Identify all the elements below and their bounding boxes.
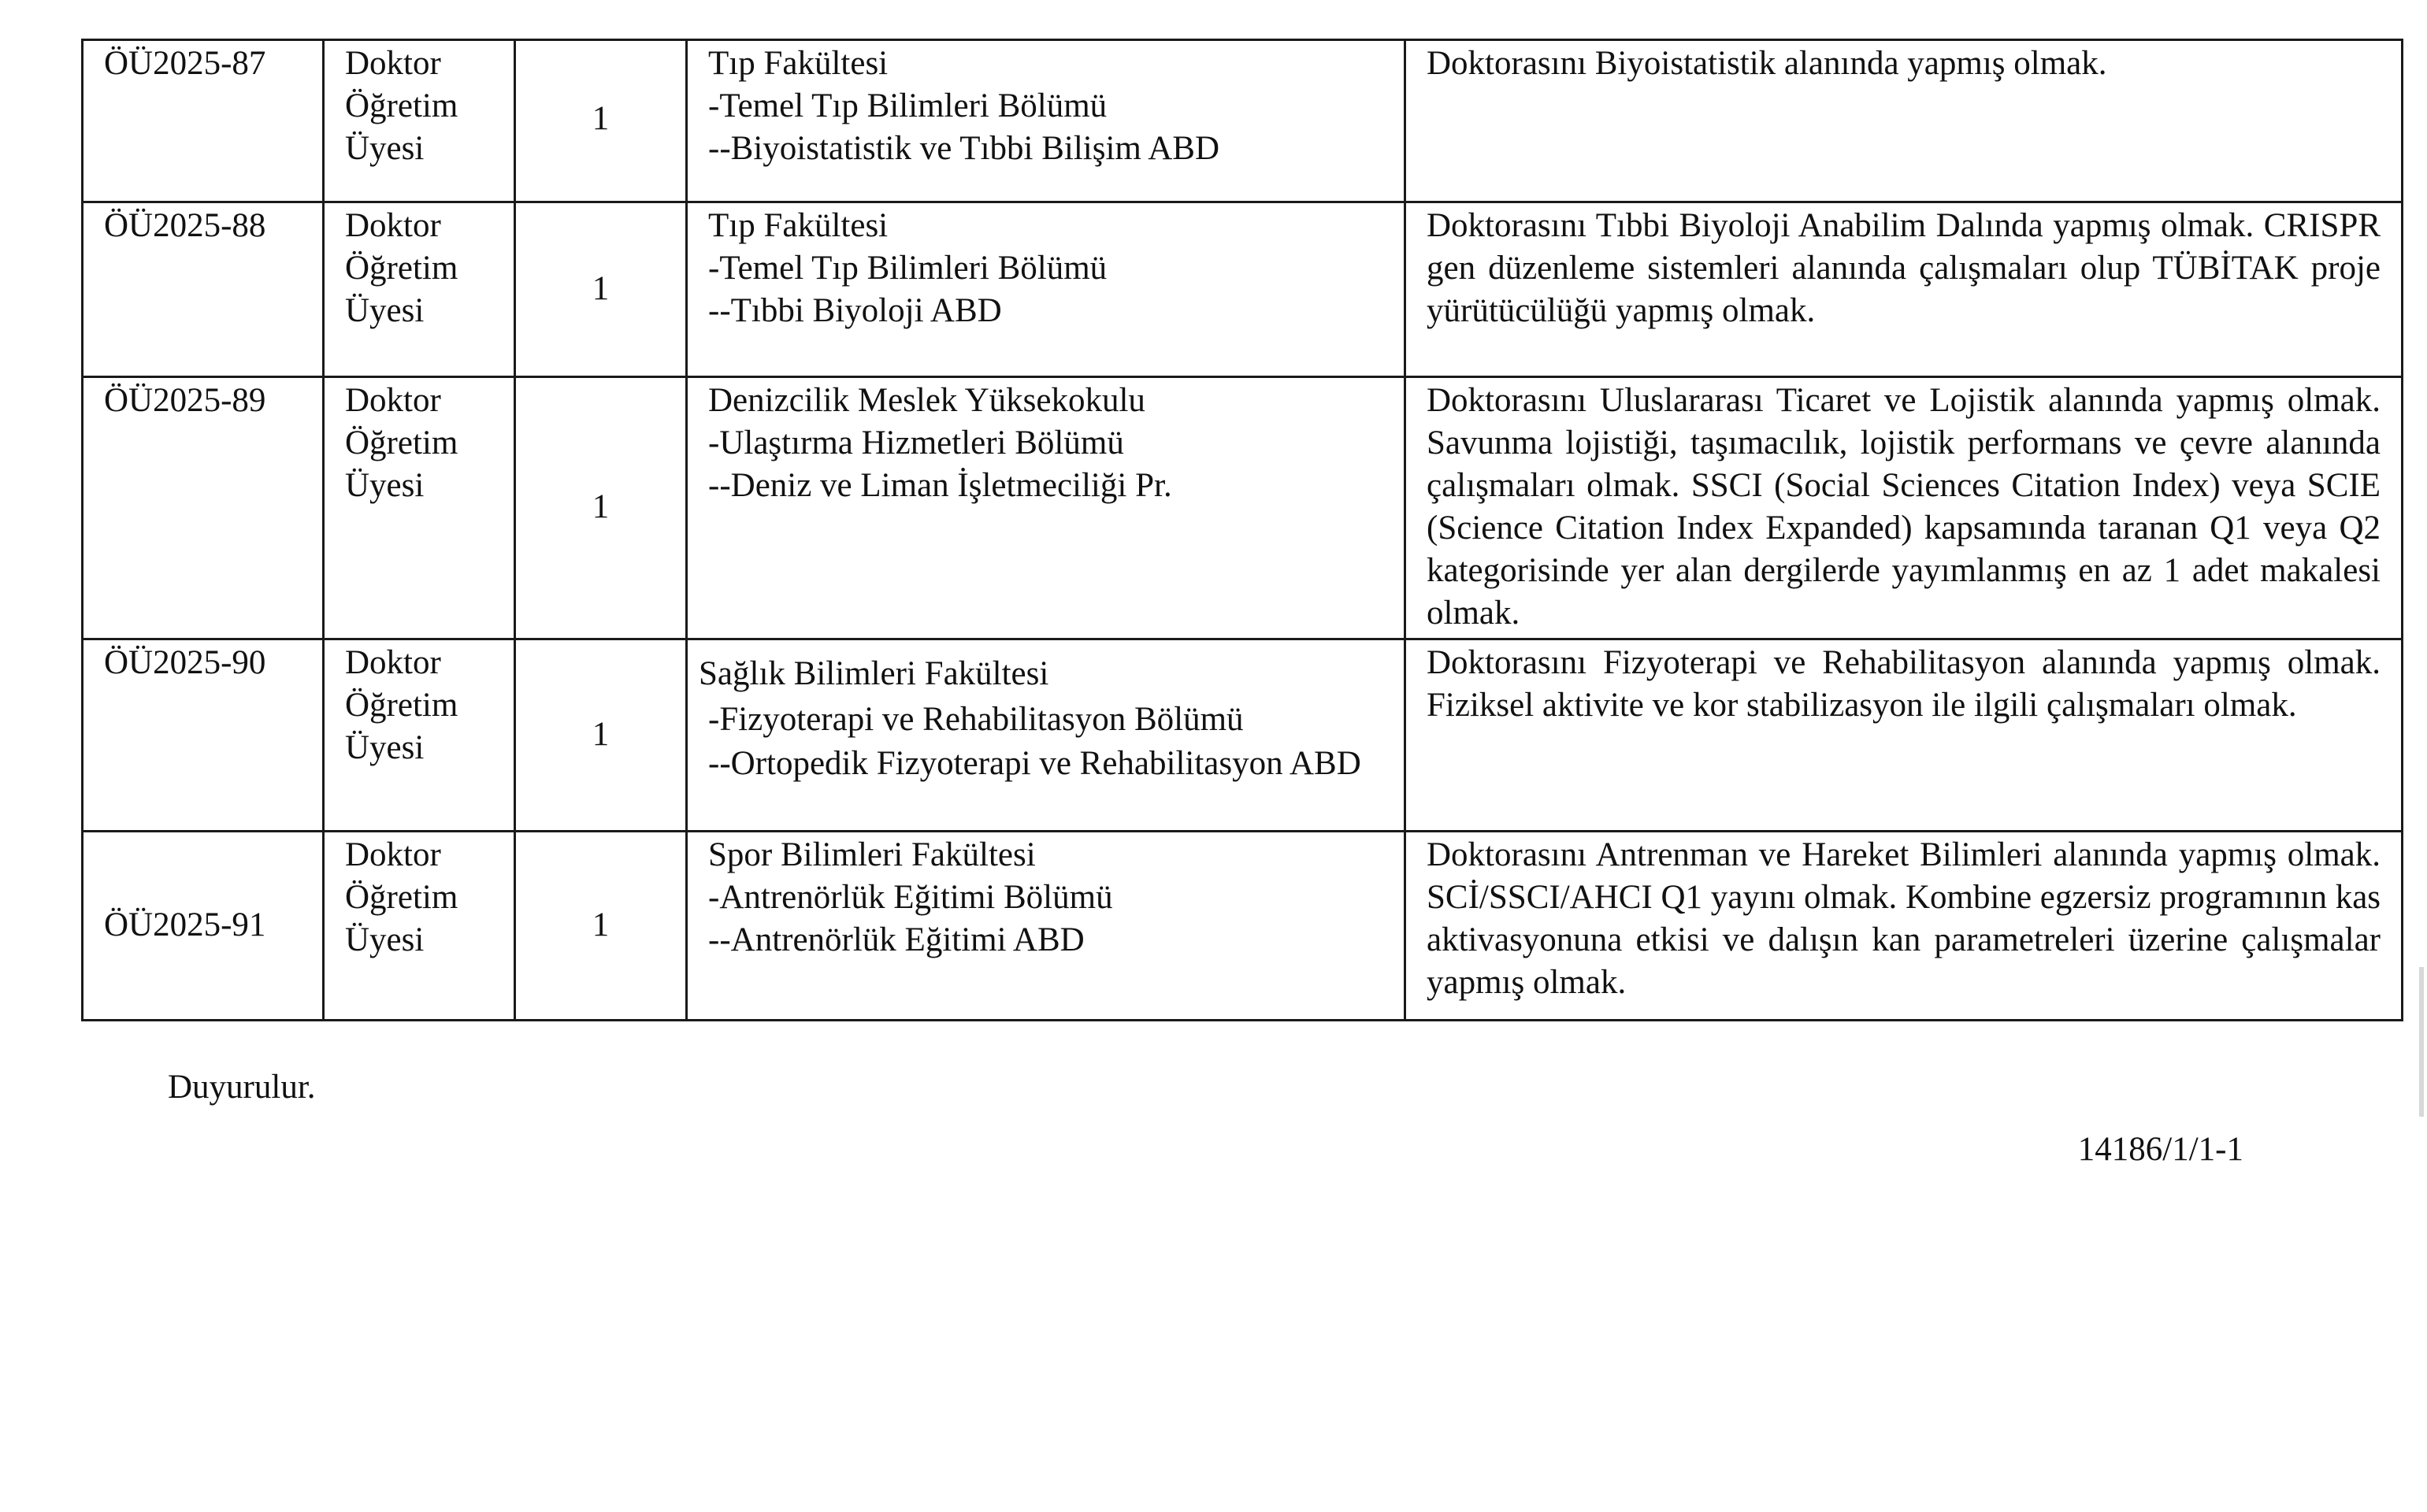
position-count-cell xyxy=(515,832,687,1021)
academic-title-line: Öğretim xyxy=(345,424,458,461)
table-row xyxy=(83,377,2403,639)
faculty-name: Spor Bilimleri Fakültesi xyxy=(708,836,1036,873)
position-code: ÖÜ2025-87 xyxy=(104,45,266,82)
academic-title-cell xyxy=(324,639,515,832)
position-code: ÖÜ2025-88 xyxy=(104,207,266,244)
faculty-name: Sağlık Bilimleri Fakültesi xyxy=(699,655,1049,692)
faculty-name: Tıp Fakültesi xyxy=(708,45,889,82)
department-name: -Fizyoterapi ve Rehabilitasyon Bölümü xyxy=(708,701,1244,738)
academic-title-line: Üyesi xyxy=(345,467,425,504)
announcement-note: Duyurulur. xyxy=(168,1069,316,1106)
position-count-cell xyxy=(515,40,687,202)
subdepartment-name: --Biyoistatistik ve Tıbbi Bilişim ABD xyxy=(708,130,1220,167)
position-count-cell xyxy=(515,639,687,832)
position-count: 1 xyxy=(592,715,610,753)
academic-title-line: Öğretim xyxy=(345,687,458,724)
position-code: ÖÜ2025-89 xyxy=(104,382,266,419)
position-code-cell xyxy=(83,639,324,832)
requirement-text: Doktorasını Antrenman ve Hareket Bilimleri alanında yapmış olmak. SCİ/SSCI/AHCI Q1 yayını olmak. Kombine egzersiz programının kas aktivasyonuna etkisi ve dalışın kan parametreleri üzerine çalışmalar yapmış olmak. xyxy=(1427,836,2381,1001)
department-cell xyxy=(687,40,1405,202)
requirement-cell xyxy=(1405,202,2403,377)
academic-title-cell xyxy=(324,40,515,202)
position-count: 1 xyxy=(592,906,610,943)
requirement-text: Doktorasını Uluslararası Ticaret ve Lojistik alanında yapmış olmak. Savunma lojistiği, taşımacılık, lojistik performans ve çevre alanında çalışmaları olmak. SSCI (Social Sciences Citation Index) veya SCIE (Science Citation Index Expanded) kapsamında taranan Q1 veya Q2 kategorisinde yer alan dergilerde yayımlanmış en az 1 adet makalesi olmak. xyxy=(1427,382,2381,632)
academic-title-line: Doktor xyxy=(345,45,441,82)
requirement-text: Doktorasını Fizyoterapi ve Rehabilitasyon alanında yapmış olmak. Fiziksel aktivite ve kor stabilizasyon ile ilgili çalışmaları olmak. xyxy=(1427,644,2381,724)
faculty-name: Tıp Fakültesi xyxy=(708,207,889,244)
academic-title-line: Öğretim xyxy=(345,250,458,287)
position-code-cell xyxy=(83,377,324,639)
requirement-text: Doktorasını Tıbbi Biyoloji Anabilim Dalında yapmış olmak. CRISPR gen düzenleme sistemleri alanında çalışmaları olup TÜBİTAK proje yürütücülüğü yapmış olmak. xyxy=(1427,207,2381,329)
academic-title-line: Üyesi xyxy=(345,729,425,766)
position-count: 1 xyxy=(592,100,610,137)
position-code: ÖÜ2025-90 xyxy=(104,644,266,681)
requirement-text: Doktorasını Biyoistatistik alanında yapmış olmak. xyxy=(1427,45,2107,82)
requirement-cell xyxy=(1405,832,2403,1021)
department-name: -Temel Tıp Bilimleri Bölümü xyxy=(708,250,1108,287)
academic-title-line: Doktor xyxy=(345,644,441,681)
faculty-name: Denizcilik Meslek Yüksekokulu xyxy=(708,382,1145,419)
subdepartment-name: --Deniz ve Liman İşletmeciliği Pr. xyxy=(708,467,1172,504)
position-code: ÖÜ2025-91 xyxy=(104,906,266,943)
academic-title-line: Üyesi xyxy=(345,292,425,329)
department-cell xyxy=(687,639,1405,832)
position-count: 1 xyxy=(592,269,610,307)
academic-title-line: Üyesi xyxy=(345,921,425,958)
subdepartment-name: --Antrenörlük Eğitimi ABD xyxy=(708,921,1085,958)
position-code-cell xyxy=(83,202,324,377)
department-cell xyxy=(687,202,1405,377)
requirement-cell xyxy=(1405,40,2403,202)
department-name: -Ulaştırma Hizmetleri Bölümü xyxy=(708,424,1124,461)
academic-title-cell xyxy=(324,377,515,639)
table-row xyxy=(83,832,2403,1021)
academic-title-line: Doktor xyxy=(345,836,441,873)
position-count-cell xyxy=(515,202,687,377)
academic-title-line: Doktor xyxy=(345,382,441,419)
academic-title-cell xyxy=(324,832,515,1021)
department-name: -Antrenörlük Eğitimi Bölümü xyxy=(708,879,1113,916)
position-code-cell xyxy=(83,40,324,202)
academic-title-line: Öğretim xyxy=(345,879,458,916)
scan-edge-mark xyxy=(2419,967,2424,1117)
reference-number: 14186/1/1-1 xyxy=(2077,1131,2243,1168)
positions-table xyxy=(81,39,2403,1021)
table-row xyxy=(83,202,2403,377)
position-count-cell xyxy=(515,377,687,639)
subdepartment-name: --Tıbbi Biyoloji ABD xyxy=(708,292,1002,329)
position-code-cell xyxy=(83,832,324,1021)
requirement-cell xyxy=(1405,639,2403,832)
table-row xyxy=(83,639,2403,832)
academic-title-line: Üyesi xyxy=(345,130,425,167)
academic-title-line: Doktor xyxy=(345,207,441,244)
academic-title-cell xyxy=(324,202,515,377)
position-count: 1 xyxy=(592,488,610,525)
subdepartment-name: --Ortopedik Fizyoterapi ve Rehabilitasyon ABD xyxy=(708,745,1361,782)
department-cell xyxy=(687,377,1405,639)
department-name: -Temel Tıp Bilimleri Bölümü xyxy=(708,87,1108,124)
academic-title-line: Öğretim xyxy=(345,87,458,124)
requirement-cell xyxy=(1405,377,2403,639)
department-cell xyxy=(687,832,1405,1021)
table-row xyxy=(83,40,2403,202)
